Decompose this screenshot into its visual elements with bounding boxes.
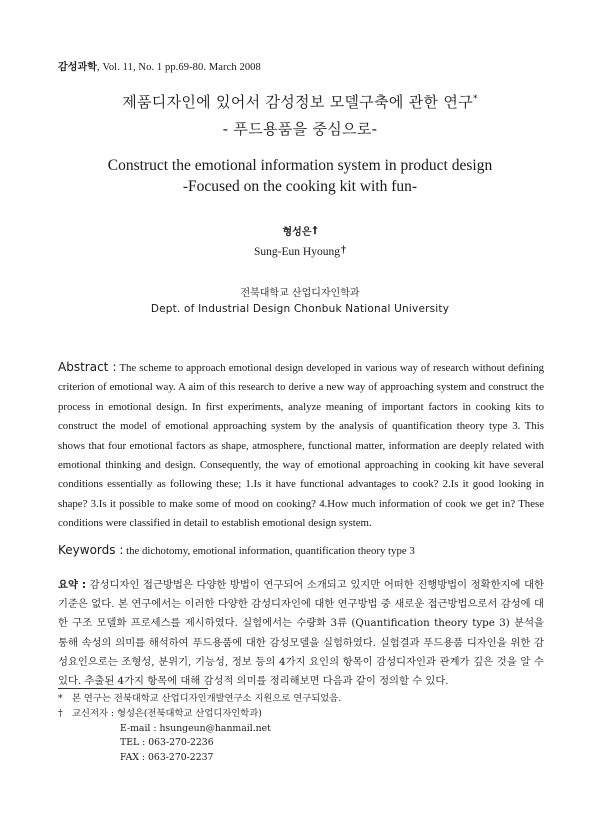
korean-title-text: 제품디자인에 있어서 감성정보 모델구축에 관한 연구 [122, 93, 473, 111]
summary-label: 요약 : [58, 579, 86, 591]
author-email: E-mail : hsungeun@hanmail.net [120, 722, 271, 734]
corresponding-note-text: 교신저자 : 형성은(전북대학교 산업디자인학과) [72, 707, 262, 719]
author-english-name: Sung-Eun Hyoung [254, 246, 340, 258]
korean-summary [58, 576, 544, 691]
funding-note-mark: * [58, 693, 63, 704]
journal-header: 감성과학, Vol. 11, No. 1 pp.69-80. March 2008 [58, 62, 261, 73]
funding-note [58, 692, 341, 707]
keywords-label: Keywords : [58, 543, 124, 557]
corresponding-author-note [58, 707, 341, 722]
author-dagger-mark: † [312, 225, 318, 236]
english-title-line2: -Focused on the cooking kit with fun- [182, 178, 418, 195]
author-korean-name: 형성은 [282, 227, 312, 238]
keywords [58, 541, 544, 560]
footnote-divider [58, 688, 208, 689]
author-english [0, 245, 600, 258]
funding-note-text: 본 연구는 전북대학교 산업디자인개발연구소 지원으로 연구되었음. [72, 693, 342, 704]
author-dagger-mark-en: † [340, 245, 346, 256]
summary-text: 감성디자인 접근방법은 다양한 방법이 연구되어 소개되고 있지만 어떠한 진행방법이 정확한지에 대한 기준은 없다. 본 연구에서는 이러한 다양한 감성디자인에 대한 연구방법 중 새로운 접근방법으로서 감성에 대한 구조 모델화 프로세스를 제시하였다. 실험에서는 수량화 3류 (Quantification theory type 3) 분석을 통해 속성의 의미를 해석하여 푸드용품에 대한 감성모델을 실험하였다. 실험결과 푸드용품 디자인을 위한 감성요인으로는 조형성, 분위기, 기능성, 정보 등의 4가지 요인의 항목이 감성디자인과 관계가 깊은 것을 알 수 있다. 추출된 4가지 항목에 대해 감성적 의미를 정리해보면 다음과 같이 정의할 수 있다. [58, 579, 544, 688]
author-fax: FAX : 063-270-2237 [120, 752, 214, 764]
english-title-line1: Construct the emotional information system in product design [107, 157, 493, 174]
corresponding-note-mark: † [58, 707, 63, 719]
korean-title [0, 91, 600, 112]
journal-citation: Vol. 11, No. 1 pp.69-80. March 2008 [102, 62, 261, 73]
footnotes [58, 692, 341, 766]
korean-subtitle: - 푸드용품을 중심으로- [222, 120, 378, 138]
affiliation-korean: 전북대학교 산업디자인학과 [240, 288, 360, 299]
english-title [0, 155, 600, 197]
abstract-label: Abstract : [58, 360, 117, 374]
keywords-text: the dichotomy, emotional information, quantification theory type 3 [126, 545, 415, 557]
author-korean [0, 223, 600, 238]
abstract-text: The scheme to approach emotional design developed in various way of research without defining criterion of emotional way. A aim of this research to derive a new way of approaching system and construct the process in emotional design. In first experiments, analyze meaning of important factors in cooking kits to construct the model of emotional approaching system by the analysis of quantification theory type 3. This shows that four emotional factors as shape, atmosphere, functional matter, information are deeply related with emotional thinking and design. Consequently, the way of emotional approaching in cooking kit have several conditions essentially as following these; 1.Is it have functional advantages to cook? 2.Is it good looking in shape? 3.Is it possible to make some of mood on cooking? 4.How much information of cook we get in? These conditions were classified in detail to establish emotional design system. [58, 362, 544, 530]
title-footnote-mark: * [472, 94, 478, 104]
affiliation-english: Dept. of Industrial Design Chonbuk National University [150, 303, 450, 315]
journal-name: 감성과학 [58, 62, 98, 73]
abstract [58, 358, 544, 534]
author-tel: TEL : 063-270-2236 [120, 737, 214, 749]
